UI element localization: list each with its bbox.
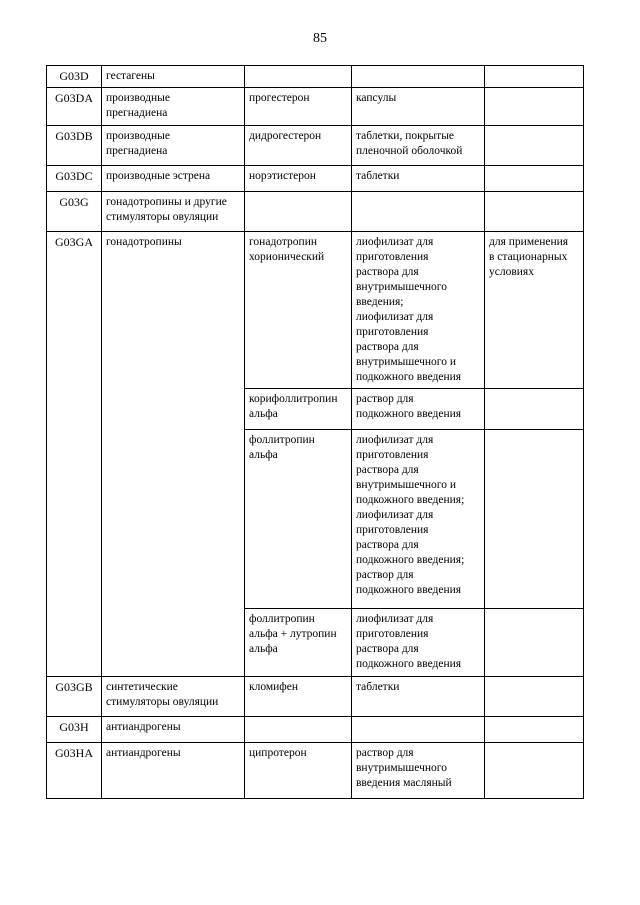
note-cell — [485, 166, 584, 192]
note-cell — [485, 677, 584, 717]
note-cell — [485, 126, 584, 166]
drug-name-cell: ципротерон — [245, 743, 352, 799]
group-name-cell: производные прегнадиена — [102, 126, 245, 166]
drug-name-cell: норэтистерон — [245, 166, 352, 192]
drug-table — [46, 65, 584, 799]
dosage-form-cell: лиофилизат для приготовления раствора для внутримышечного и подкожного введения; лиофилизат для приготовления раствора для подкожного введения; раствор для подкожного введения — [352, 430, 485, 609]
group-name-cell: антиандрогены — [102, 717, 245, 743]
atc-code-cell: G03D — [47, 66, 102, 88]
group-name-cell: синтетические стимуляторы овуляции — [102, 677, 245, 717]
drug-name-cell: дидрогестерон — [245, 126, 352, 166]
drug-name-cell: фоллитропин альфа + лутропин альфа — [245, 609, 352, 677]
note-cell: для применения в стационарных условиях — [485, 232, 584, 389]
atc-code-cell: G03HA — [47, 743, 102, 799]
table-row — [47, 192, 584, 232]
table-row — [47, 717, 584, 743]
drug-name-cell: кломифен — [245, 677, 352, 717]
dosage-form-cell: таблетки, покрытые пленочной оболочкой — [352, 126, 485, 166]
dosage-form-cell — [352, 717, 485, 743]
page-number: 85 — [313, 31, 327, 46]
note-cell — [485, 389, 584, 430]
dosage-form-cell: раствор для подкожного введения — [352, 389, 485, 430]
group-name-cell: производные эстрена — [102, 166, 245, 192]
dosage-form-cell: лиофилизат для приготовления раствора для подкожного введения — [352, 609, 485, 677]
drug-name-cell — [245, 192, 352, 232]
note-cell — [485, 609, 584, 677]
table-row — [47, 66, 584, 88]
group-name-cell: производные прегнадиена — [102, 88, 245, 126]
group-name-cell: гонадотропины — [102, 232, 245, 677]
drug-name-cell: корифоллитропин альфа — [245, 389, 352, 430]
group-name-cell: гестагены — [102, 66, 245, 88]
atc-code-cell: G03H — [47, 717, 102, 743]
dosage-form-cell — [352, 66, 485, 88]
note-cell — [485, 66, 584, 88]
table-row — [47, 677, 584, 717]
drug-name-cell — [245, 66, 352, 88]
dosage-form-cell: таблетки — [352, 166, 485, 192]
atc-code-cell: G03DB — [47, 126, 102, 166]
drug-name-cell: фоллитропин альфа — [245, 430, 352, 609]
atc-code-cell: G03GB — [47, 677, 102, 717]
dosage-form-cell: раствор для внутримышечного введения масляный — [352, 743, 485, 799]
atc-code-cell: G03DC — [47, 166, 102, 192]
atc-code-cell: G03G — [47, 192, 102, 232]
note-cell — [485, 88, 584, 126]
drug-name-cell: гонадотропин хорионический — [245, 232, 352, 389]
note-cell — [485, 717, 584, 743]
group-name-cell: гонадотропины и другие стимуляторы овуляции — [102, 192, 245, 232]
note-cell — [485, 743, 584, 799]
note-cell — [485, 430, 584, 609]
table-row — [47, 743, 584, 799]
table-row — [47, 232, 584, 389]
table-row — [47, 126, 584, 166]
dosage-form-cell — [352, 192, 485, 232]
atc-code-cell: G03GA — [47, 232, 102, 677]
dosage-form-cell: лиофилизат для приготовления раствора для внутримышечного введения; лиофилизат для приготовления раствора для внутримышечного и подкожного введения — [352, 232, 485, 389]
atc-code-cell: G03DA — [47, 88, 102, 126]
dosage-form-cell: капсулы — [352, 88, 485, 126]
drug-name-cell: прогестерон — [245, 88, 352, 126]
group-name-cell: антиандрогены — [102, 743, 245, 799]
note-cell — [485, 192, 584, 232]
table-row — [47, 88, 584, 126]
drug-name-cell — [245, 717, 352, 743]
table-row — [47, 166, 584, 192]
dosage-form-cell: таблетки — [352, 677, 485, 717]
